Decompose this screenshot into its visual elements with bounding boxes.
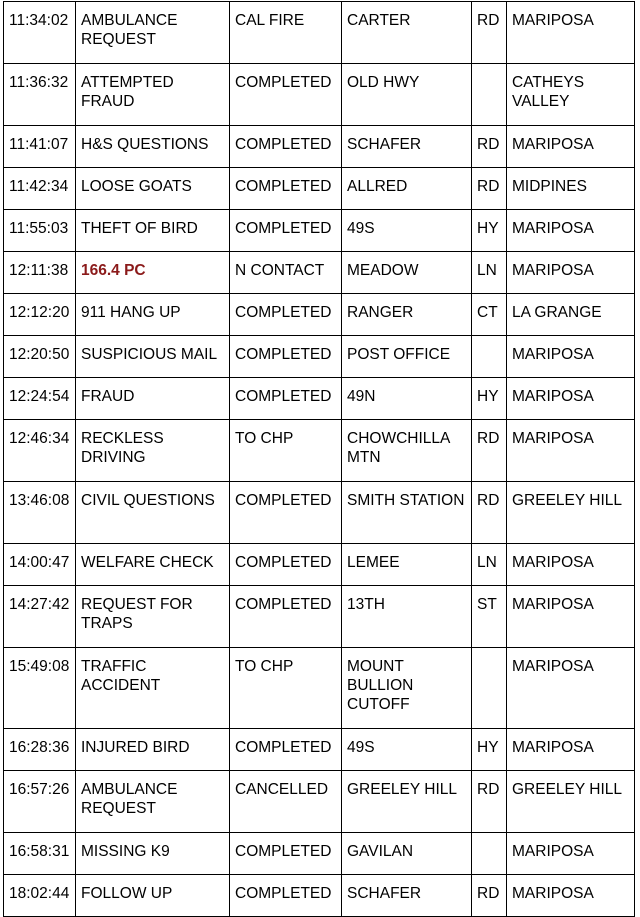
status-cell: TO CHP <box>230 648 342 729</box>
table-row <box>4 168 635 210</box>
street-type-cell: RD <box>472 875 507 917</box>
table-row <box>4 294 635 336</box>
table-row <box>4 482 635 544</box>
status-cell: COMPLETED <box>230 875 342 917</box>
status-cell: COMPLETED <box>230 64 342 126</box>
table-row <box>4 126 635 168</box>
table-row <box>4 586 635 648</box>
time-cell: 14:00:47 <box>4 544 76 586</box>
status-cell: COMPLETED <box>230 729 342 771</box>
time-cell: 15:49:08 <box>4 648 76 729</box>
street-cell: RANGER <box>342 294 472 336</box>
street-type-cell: HY <box>472 378 507 420</box>
call-type-cell: FOLLOW UP <box>76 875 230 917</box>
call-type-cell: CIVIL QUESTIONS <box>76 482 230 544</box>
street-type-cell: RD <box>472 126 507 168</box>
street-cell: MOUNT BULLION CUTOFF <box>342 648 472 729</box>
street-type-cell: LN <box>472 252 507 294</box>
call-type-cell: 166.4 PC <box>76 252 230 294</box>
city-cell: MIDPINES <box>507 168 635 210</box>
street-type-cell: RD <box>472 420 507 482</box>
street-type-cell: RD <box>472 168 507 210</box>
call-type-cell: H&S QUESTIONS <box>76 126 230 168</box>
street-cell: OLD HWY <box>342 64 472 126</box>
time-cell: 12:46:34 <box>4 420 76 482</box>
street-cell: GREELEY HILL <box>342 771 472 833</box>
time-cell: 11:42:34 <box>4 168 76 210</box>
street-cell: CARTER <box>342 2 472 64</box>
city-cell: GREELEY HILL <box>507 482 635 544</box>
call-type-cell: THEFT OF BIRD <box>76 210 230 252</box>
street-cell: 49S <box>342 210 472 252</box>
status-cell: COMPLETED <box>230 378 342 420</box>
city-cell: MARIPOSA <box>507 126 635 168</box>
status-cell: COMPLETED <box>230 833 342 875</box>
table-row <box>4 544 635 586</box>
table-row <box>4 378 635 420</box>
street-cell: SCHAFER <box>342 875 472 917</box>
city-cell: LA GRANGE <box>507 294 635 336</box>
table-row <box>4 2 635 64</box>
street-type-cell: HY <box>472 729 507 771</box>
city-cell: MARIPOSA <box>507 2 635 64</box>
call-type-cell: AMBULANCE REQUEST <box>76 2 230 64</box>
call-log-table <box>3 1 635 917</box>
call-type-cell: AMBULANCE REQUEST <box>76 771 230 833</box>
street-cell: ALLRED <box>342 168 472 210</box>
time-cell: 12:11:38 <box>4 252 76 294</box>
status-cell: COMPLETED <box>230 210 342 252</box>
status-cell: N CONTACT <box>230 252 342 294</box>
street-cell: MEADOW <box>342 252 472 294</box>
street-cell: GAVILAN <box>342 833 472 875</box>
call-type-cell: LOOSE GOATS <box>76 168 230 210</box>
city-cell: MARIPOSA <box>507 544 635 586</box>
city-cell: MARIPOSA <box>507 586 635 648</box>
status-cell: CANCELLED <box>230 771 342 833</box>
status-cell: COMPLETED <box>230 126 342 168</box>
table-row <box>4 252 635 294</box>
time-cell: 13:46:08 <box>4 482 76 544</box>
table-row <box>4 833 635 875</box>
street-type-cell: RD <box>472 771 507 833</box>
city-cell: MARIPOSA <box>507 210 635 252</box>
city-cell: GREELEY HILL <box>507 771 635 833</box>
table-row <box>4 420 635 482</box>
street-type-cell: RD <box>472 2 507 64</box>
status-cell: COMPLETED <box>230 482 342 544</box>
time-cell: 16:57:26 <box>4 771 76 833</box>
city-cell: MARIPOSA <box>507 420 635 482</box>
street-type-cell: CT <box>472 294 507 336</box>
street-cell: SCHAFER <box>342 126 472 168</box>
street-type-cell: RD <box>472 482 507 544</box>
city-cell: MARIPOSA <box>507 252 635 294</box>
time-cell: 16:58:31 <box>4 833 76 875</box>
street-cell: SMITH STATION <box>342 482 472 544</box>
table-row <box>4 875 635 917</box>
time-cell: 16:28:36 <box>4 729 76 771</box>
call-type-cell: ATTEMPTED FRAUD <box>76 64 230 126</box>
call-type-cell: REQUEST FOR TRAPS <box>76 586 230 648</box>
city-cell: MARIPOSA <box>507 875 635 917</box>
call-type-cell: WELFARE CHECK <box>76 544 230 586</box>
time-cell: 11:41:07 <box>4 126 76 168</box>
city-cell: MARIPOSA <box>507 648 635 729</box>
street-cell: CHOWCHILLA MTN <box>342 420 472 482</box>
street-type-cell <box>472 336 507 378</box>
status-cell: COMPLETED <box>230 544 342 586</box>
city-cell: MARIPOSA <box>507 729 635 771</box>
street-cell: LEMEE <box>342 544 472 586</box>
street-cell: 13TH <box>342 586 472 648</box>
status-cell: TO CHP <box>230 420 342 482</box>
city-cell: MARIPOSA <box>507 378 635 420</box>
call-type-cell: 911 HANG UP <box>76 294 230 336</box>
table-row <box>4 648 635 729</box>
street-type-cell <box>472 648 507 729</box>
city-cell: MARIPOSA <box>507 336 635 378</box>
street-cell: POST OFFICE <box>342 336 472 378</box>
call-log-body <box>4 2 635 917</box>
time-cell: 11:34:02 <box>4 2 76 64</box>
city-cell: MARIPOSA <box>507 833 635 875</box>
status-cell: CAL FIRE <box>230 2 342 64</box>
status-cell: COMPLETED <box>230 336 342 378</box>
table-row <box>4 771 635 833</box>
table-row <box>4 729 635 771</box>
time-cell: 12:24:54 <box>4 378 76 420</box>
street-type-cell: ST <box>472 586 507 648</box>
call-type-cell: SUSPICIOUS MAIL <box>76 336 230 378</box>
time-cell: 18:02:44 <box>4 875 76 917</box>
time-cell: 11:55:03 <box>4 210 76 252</box>
time-cell: 12:12:20 <box>4 294 76 336</box>
time-cell: 11:36:32 <box>4 64 76 126</box>
street-type-cell: LN <box>472 544 507 586</box>
city-cell: CATHEYS VALLEY <box>507 64 635 126</box>
street-type-cell <box>472 64 507 126</box>
status-cell: COMPLETED <box>230 168 342 210</box>
street-type-cell <box>472 833 507 875</box>
time-cell: 14:27:42 <box>4 586 76 648</box>
table-row <box>4 64 635 126</box>
call-type-cell: RECKLESS DRIVING <box>76 420 230 482</box>
table-row <box>4 336 635 378</box>
street-cell: 49N <box>342 378 472 420</box>
street-type-cell: HY <box>472 210 507 252</box>
status-cell: COMPLETED <box>230 586 342 648</box>
table-row <box>4 210 635 252</box>
call-type-cell: TRAFFIC ACCIDENT <box>76 648 230 729</box>
time-cell: 12:20:50 <box>4 336 76 378</box>
call-type-cell: FRAUD <box>76 378 230 420</box>
call-type-cell: INJURED BIRD <box>76 729 230 771</box>
call-type-cell: MISSING K9 <box>76 833 230 875</box>
status-cell: COMPLETED <box>230 294 342 336</box>
street-cell: 49S <box>342 729 472 771</box>
